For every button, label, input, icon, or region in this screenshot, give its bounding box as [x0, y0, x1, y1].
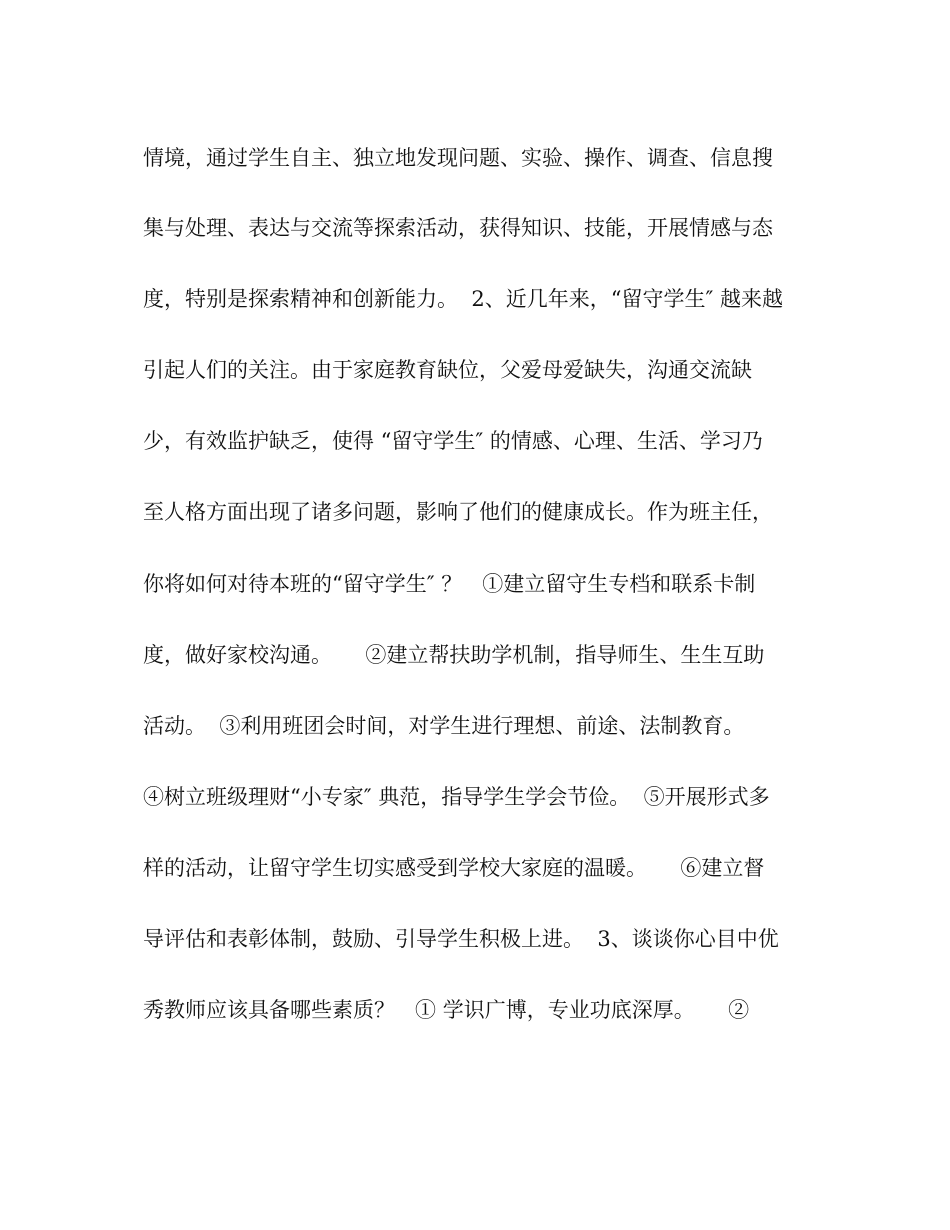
text-line: ④树立班级理财“小专家″ 典范，指导学生学会节俭。 ⑤开展形式多 — [143, 785, 770, 809]
text-line: 至人格方面出现了诸多问题，影响了他们的健康成长。作为班主任， — [143, 500, 773, 524]
text-line: 情境，通过学生自主、独立地发现问题、实验、操作、调查、信息搜 — [143, 146, 773, 170]
text-line: 度，特别是探索精神和创新能力。 2、近几年来，“留守学生″ 越来越 — [143, 287, 783, 311]
text-line: 集与处理、表达与交流等探索活动，获得知识、技能，开展情感与态 — [143, 216, 773, 240]
text-line: 样的活动，让留守学生切实感受到学校大家庭的温暖。 ⑥建立督 — [143, 856, 765, 880]
text-line: 度，做好家校沟通。 ②建立帮扶助学机制，指导师生、生生互助 — [143, 643, 765, 667]
text-line: 少，有效监护缺乏，使得 “留守学生″ 的情感、心理、生活、学习乃 — [143, 429, 763, 453]
text-line: 秀教师应该具备哪些素质？ ① 学识广博，专业功底深厚。 ② — [143, 998, 750, 1022]
text-line: 导评估和表彰体制，鼓励、引导学生积极上进。 3、谈谈你心目中优 — [143, 927, 779, 951]
text-line: 引起人们的关注。由于家庭教育缺位，父爱母爱缺失，沟通交流缺 — [143, 358, 752, 382]
text-line: 活动。 ③利用班团会时间，对学生进行理想、前途、法制教育。 — [143, 714, 745, 738]
text-line: 你将如何对待本班的“留守学生″ ？ ①建立留守生专档和联系卡制 — [143, 572, 756, 596]
